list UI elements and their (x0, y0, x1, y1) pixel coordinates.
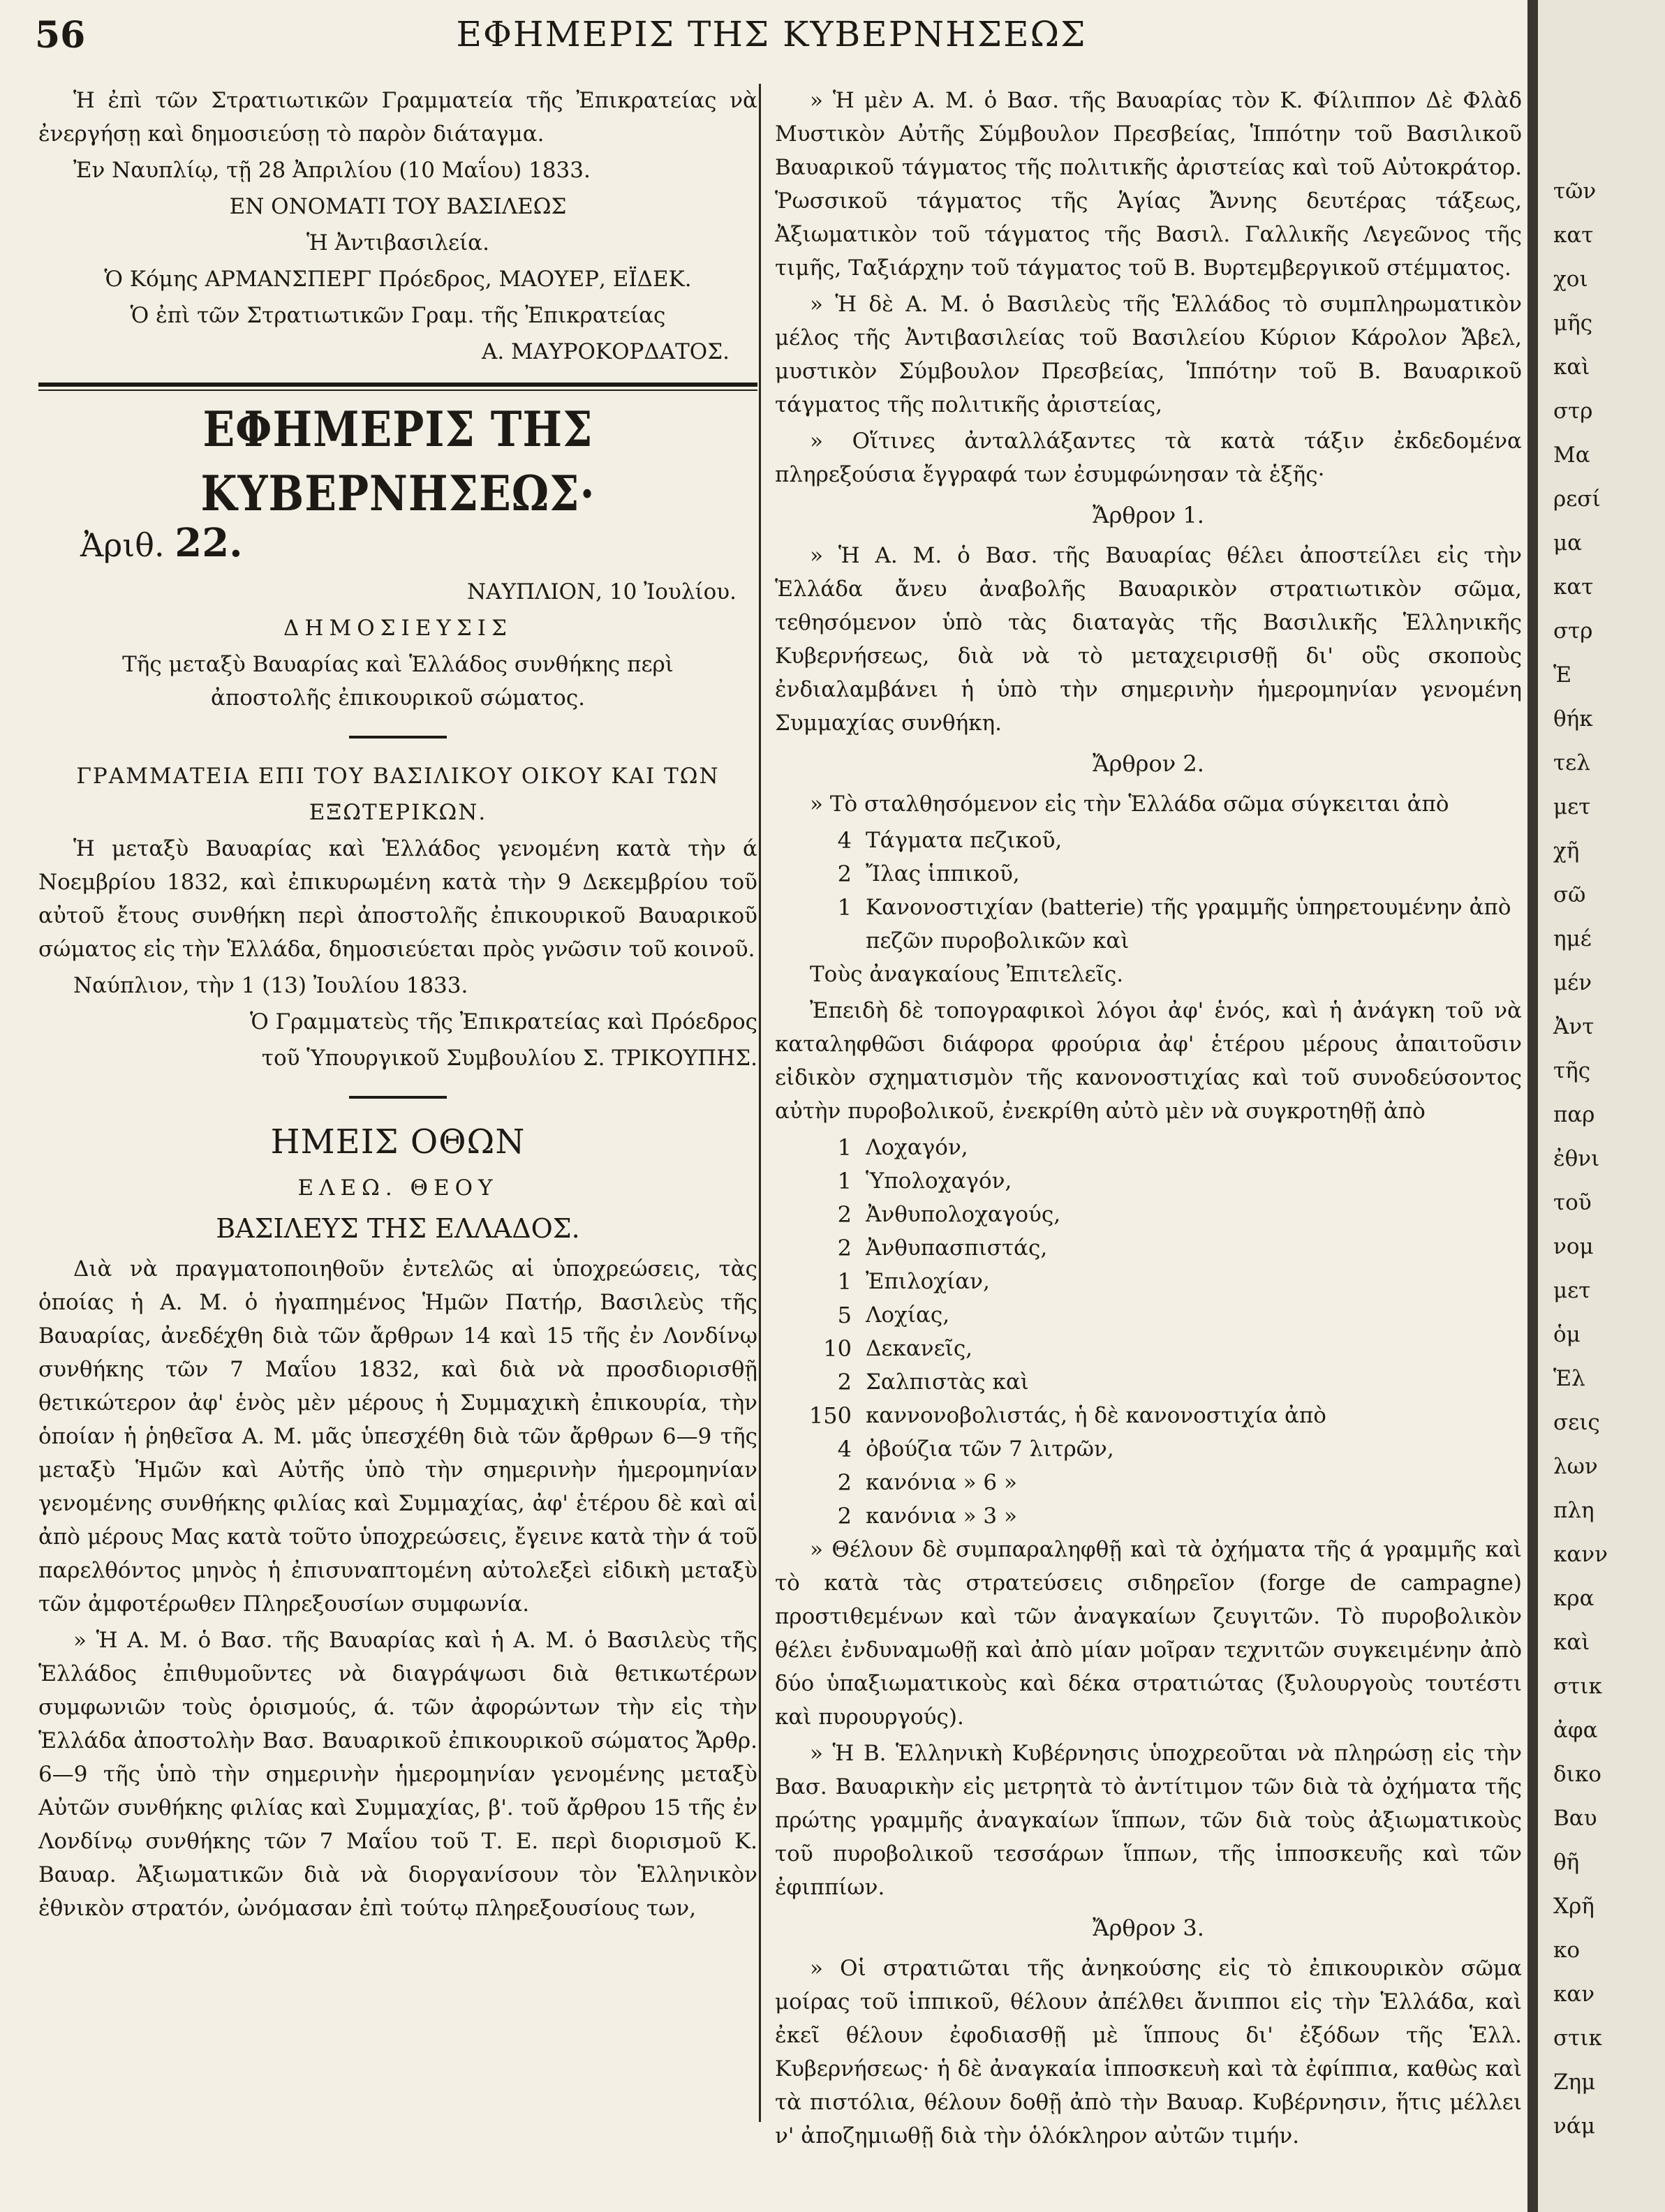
prev-decree-minister-name: Α. ΜΑΥΡΟΚΟΡΔΑΤΟΣ. (481, 339, 730, 364)
ministry-heading-1: ΓΡΑΜΜΑΤΕΙΑ ΕΠΙ ΤΟΥ ΒΑΣΙΛΙΚΟΥ ΟΙΚΟΥ ΚΑΙ ΤΩΝ (76, 764, 720, 789)
right-column (775, 84, 1522, 2155)
next-page-fragment: κρα (1553, 1586, 1594, 1611)
prev-decree-minister-title: Ὁ ἐπὶ τῶν Στρατιωτικῶν Γραμ. τῆς Ἐπικρατείας (130, 303, 666, 328)
next-page-fragment: μέν (1553, 970, 1592, 995)
next-page-fragment: ἀφα (1553, 1718, 1598, 1743)
next-page-fragment: κατ (1553, 223, 1594, 248)
ministry-heading-2: ΕΞΩΤΕΡΙΚΩΝ. (309, 800, 487, 825)
next-page-fragment: κανν (1553, 1542, 1608, 1567)
next-page-fragment: πλη (1553, 1498, 1594, 1523)
running-title: ΕΦΗΜΕΡΙΣ ΤΗΣ ΚΥΒΕΡΝΗΣΕΩΣ (456, 14, 1087, 54)
announcement-title: ΔΗΜΟΣΙΕΥΣΙΣ (283, 616, 512, 641)
article-3-heading: Ἄρθρον 3. (1093, 1915, 1204, 1941)
next-page-fragment: καὶ (1553, 1630, 1590, 1655)
issue-number (80, 520, 243, 566)
next-page-fragment: στρ (1553, 618, 1593, 644)
plenipotentiary-bavaria: » Ἡ μὲν Α. Μ. ὁ Βασ. τῆς Βαυαρίας τὸν Κ. Φίλιππον Δὲ Φλὰδ Μυστικὸν Αὐτῆς Σύμβουλον Πρεσβείας, Ἱππότην τοῦ Βασιλικοῦ Βαυαρικοῦ τάγματος τῆς πολιτικῆς ἀριστείας καὶ τοῦ Αὐτοκράτορ. Ῥωσσικοῦ τάγματος τῆς Ἁγίας Ἄννης δευτέρας τάξεως, Ἀξιωματικὸν τοῦ τάγματος τῆς Βασιλ. Γαλλικῆς Λεγεῶνος τῆς τιμῆς, Ταξιάρχην τοῦ τάγματος τοῦ Β. Βυρτεμβεργικοῦ στέμματος. (775, 88, 1522, 281)
next-page-fragment: κο (1553, 1938, 1581, 1963)
ministry-place-date: Ναύπλιον, τὴν 1 (13) Ἰουλίου 1833. (73, 973, 468, 998)
page-number: 56 (35, 14, 86, 57)
decree-grace: ΕΛΕΩ. ΘΕΟΥ (297, 1175, 498, 1201)
article-2-intro: » Τὸ σταλθησόμενον εἰς τὴν Ἑλλάδα σῶμα σύγκειται ἀπὸ (810, 792, 1449, 817)
prev-decree-text: Ἡ ἐπὶ τῶν Στρατιωτικῶν Γραμματεία τῆς Ἐπικρατείας νὰ ἐνεργήσῃ καὶ δημοσιεύσῃ τὸ παρὸν διάταγμα. (38, 88, 757, 147)
list-item: 2 κανόνια » 3 » (837, 1503, 1017, 1529)
next-page-edge (1538, 0, 1665, 2212)
list-item: 1 Λοχαγόν, (837, 1134, 968, 1161)
prev-decree-formula: ΕΝ ΟΝΟΜΑΤΙ ΤΟΥ ΒΑΣΙΛΕΩΣ (229, 194, 567, 219)
corps-list (775, 824, 1522, 958)
next-page-fragment: τῆς (1553, 1058, 1591, 1083)
agreement-intro: » Οἵτινες ἀνταλλάξαντες τὰ κατὰ τάξιν ἐκδεδομένα πληρεξούσια ἔγγραφά των ἐσυμφώνησαν τὰ ἑξῆς· (775, 429, 1522, 487)
article-1-text: » Ἡ Α. Μ. ὁ Βασ. τῆς Βαυαρίας θέλει ἀποστείλει εἰς τὴν Ἑλλάδα ἄνευ ἀναβολῆς Βαυαρικὸν στρατιωτικὸν σῶμα, τεθησόμενον ὑπὸ τὰς διαταγὰς τῆς Βασιλικῆς Ἑλληνικῆς Κυβερνήσεως, διὰ νὰ τὸ μεταχειρισθῇ δι' οὓς σκοποὺς ἐνδιαλαμβάνει ἡ ὑπὸ τὴν σημερινὴν ἡμερομηνίαν γενομένη Συμμαχίας συνθήκη. (775, 543, 1522, 736)
article-2-heading: Ἄρθρον 2. (1093, 750, 1204, 777)
next-page-fragment: μετ (1553, 794, 1591, 819)
prev-decree-date: Ἐν Ναυπλίῳ, τῇ 28 Ἀπριλίου (10 Μαΐου) 1833. (73, 158, 591, 183)
list-item: 2 Ἀνθυπολοχαγούς, (837, 1201, 1061, 1228)
next-page-fragment: στικ (1553, 1674, 1602, 1699)
next-page-fragment: τοῦ (1553, 1190, 1592, 1215)
decree-paragraph-2: » Ἡ Α. Μ. ὁ Βασ. τῆς Βαυαρίας καὶ ἡ Α. Μ. ὁ Βασιλεὺς τῆς Ἑλλάδος ἐπιθυμοῦντες νὰ διαγράψωσι διὰ θετικωτέρων συμφωνιῶν τοὺς ὁρισμούς, ά. τῶν ἀφορώντων τὴν εἰς τὴν Ἑλλάδα ἀποστολὴν Βασ. Βαυαρικοῦ ἐπικουρικοῦ σώματος Ἄρθρ. 6—9 τῆς ὑπὸ τὴν σημερινὴν ἡμερομηνίαν γενομένης μεταξὺ Αὐτῶν συνθήκης φιλίας καὶ Συμμαχίας, β'. τοῦ ἄρθρου 15 τῆς ἐν Λονδίνῳ συνθήκης τῶν 7 Μαΐου τοῦ Τ. Ε. περὶ διορισμοῦ Κ. Βαυαρ. Ἀξιωματικῶν διὰ νὰ διοργανίσουν τὸν Ἑλληνικὸν ἐθνικὸν στρατόν, ὠνόμασαν ἐπὶ τούτῳ πληρεξουσίους των, (38, 1628, 757, 1921)
list-item: 10 Δεκανεῖς, (823, 1335, 973, 1362)
decree-title: ΗΜΕΙΣ ΟΘΩΝ (270, 1122, 526, 1161)
next-page-fragment: θῆ (1553, 1850, 1580, 1875)
next-page-fragment: παρ (1553, 1102, 1595, 1127)
next-page-fragment: Ἑλ (1553, 1366, 1585, 1391)
issue-label: Ἀριθ. (80, 526, 165, 564)
next-page-fragment: ημέ (1553, 926, 1592, 951)
staff-line: Τοὺς ἀναγκαίους Ἐπιτελεῖς. (810, 962, 1124, 987)
article-1-heading: Ἄρθρον 1. (1093, 502, 1204, 528)
ministry-signature-1: Ὁ Γραμματεὺς τῆς Ἐπικρατείας καὶ Πρόεδρος (250, 1009, 757, 1034)
list-item: 1 Κανονοστιχίαν (batterie) τῆς γραμμῆς ὑπηρετουμένην ἀπὸ πεζῶν πυροβολικῶν καὶ (837, 894, 1511, 953)
next-page-fragment: σῶ (1553, 882, 1586, 907)
article-3-text: » Οἱ στρατιῶται τῆς ἀνηκούσης εἰς τὸ ἐπικουρικὸν σῶμα μοίρας τοῦ ἱππικοῦ, θέλουν ἀπέλθει ἄνιπποι εἰς τὴν Ἑλλάδα, καὶ ἐκεῖ θέλουν ἐφοδιασθῇ μὲ ἵππους δι' ἐξόδων τῆς Ἑλλ. Κυβερνήσεως· ἡ δὲ ἀναγκαία ἱπποσκευὴ καὶ τὰ ἐφίππια, καθὼς καὶ τὰ πιστόλια, θέλουν δοθῇ ἀπὸ τὴν Βαυαρ. Κυβέρνησιν, ἥτις μέλλει ν' ἀποζημιωθῇ διὰ τὴν ὁλόκληρον αὐτῶν τιμήν. (775, 1956, 1522, 2148)
list-item: 5 Λοχίας, (837, 1302, 950, 1328)
list-item: 1 Ἐπιλοχίαν, (837, 1268, 990, 1295)
next-page-fragment: καὶ (1553, 355, 1590, 380)
decree-paragraph-1: Διὰ νὰ πραγματοποιηθοῦν ἐντελῶς αἱ ὑποχρεώσεις, τὰς ὁποίας ἡ Α. Μ. ὁ ἠγαπημένος Ἡμῶν Πατήρ, Βασιλεὺς τῆς Βαυαρίας, ἀνεδέχθη διὰ τῶν ἄρθρων 14 καὶ 15 τῆς ἐν Λονδίνῳ συνθήκης τῶν 7 Μαΐου 1832, καὶ διὰ νὰ προσδιορισθῇ θετικώτερον ἀφ' ἑνὸς μὲν μέρους ἡ Συμμαχικὴ ἐπικουρία, τὴν ὁποίαν ἡ ῥηθεῖσα Α. Μ. μᾶς ὑπεσχέθη διὰ τῶν ἄρθρων 6—9 τῆς μεταξὺ Ἡμῶν καὶ Αὐτῆς ὑπὸ τὴν σημερινὴν ἡμερομηνίαν γενομένης συνθήκης φιλίας καὶ Συμμαχίας, ἀφ' ἑτέρου δὲ καὶ αἱ ἀπὸ μέρους Μας κατὰ τοῦτο ὑποχρεώσεις, ἔγεινε κατὰ τὴν ά τοῦ παρελθόντος μηνὸς ἡ ἐπισυναπτομένη αὐτολεξεὶ εἰδικὴ μεταξὺ τῶν ἀμφοτέρωθεν Πληρεξουσίων συμφωνία. (38, 1256, 757, 1617)
next-page-fragment: τῶν (1553, 179, 1597, 204)
next-page-fragment: τελ (1553, 750, 1590, 775)
next-page-fragment: Μα (1553, 443, 1590, 468)
next-page-fragment: σεις (1553, 1410, 1600, 1435)
next-page-fragment: στρ (1553, 399, 1593, 424)
prev-decree-signatories: Ὁ Κόμης ΑΡΜΑΝΣΠΕΡΓ Πρόεδρος, ΜΑΟΥΕΡ, ΕΪΔΕΚ. (104, 267, 692, 292)
article-2-paragraph-2: Ἐπειδὴ δὲ τοπογραφικοὶ λόγοι ἀφ' ἑνός, καὶ ἡ ἀνάγκη τοῦ νὰ καταληφθῶσι διάφορα φρούρια ἀφ' ἑτέρου μέρους ἀπαιτοῦσιν εἰδικὸν σχηματισμὸν τῆς κανονοστιχίας καὶ τοῦ συνοδεύσοντος αὐτὴν πυροβολικοῦ, ἐνεκρίθη αὐτὸ μὲν νὰ συγκροτηθῇ ἀπὸ (775, 998, 1522, 1124)
page-gutter (1527, 0, 1538, 2212)
next-page-fragment: νομ (1553, 1234, 1594, 1259)
list-item: 1 Ὑπολοχαγόν, (837, 1168, 1012, 1194)
short-rule (349, 1096, 447, 1099)
list-item: 150 καννονοβολιστάς, ἡ δὲ κανονοστιχία ἀπὸ (808, 1402, 1326, 1429)
next-page-fragment: στικ (1553, 2026, 1602, 2051)
battery-list (775, 1131, 1522, 1533)
next-page-fragment: μῆς (1553, 311, 1593, 336)
next-page-fragment: μετ (1553, 1278, 1591, 1303)
next-page-fragment: θήκ (1553, 706, 1593, 732)
issue-line (38, 520, 757, 575)
next-page-fragment: ρεσί (1553, 487, 1601, 512)
next-page-fragment: νάμ (1553, 2114, 1595, 2139)
short-rule (349, 736, 447, 738)
next-page-fragment: δικο (1553, 1762, 1601, 1787)
article-2-paragraph-3: » Θέλουν δὲ συμπαραληφθῇ καὶ τὰ ὀχήματα τῆς ά γραμμῆς καὶ τὸ κατὰ τὰς στρατεύσεις σιδηρεῖον (forge de campagne) προστιθεμένων καὶ τῶν ἀναγκαίων ζευγιτῶν. Τὸ πυροβολικὸν θέλει ἐνδυναμωθῇ καὶ ἀπὸ μίαν μοῖραν τεχνιτῶν συγκειμένην ἀπὸ δύο ὑπαξιωματικοὺς καὶ δέκα στρατιώτας (ξυλουργοὺς τουτέστι καὶ πυρουργούς). (775, 1537, 1522, 1730)
next-page-fragment: λων (1553, 1454, 1598, 1479)
next-page-fragment: Ἑ (1553, 662, 1572, 688)
next-page-fragment: Βαυ (1553, 1806, 1597, 1831)
ministry-signature-2: τοῦ Ὑπουργικοῦ Συμβουλίου Σ. ΤΡΙΚΟΥΠΗΣ. (261, 1046, 757, 1071)
next-page-fragment: Ἀντ (1553, 1014, 1594, 1039)
next-page-fragment: κατ (1553, 574, 1594, 600)
ministry-body: Ἡ μεταξὺ Βαυαρίας καὶ Ἑλλάδος γενομένη κατὰ τὴν ά Νοεμβρίου 1832, καὶ ἐπικυρωμένη κατὰ τὴν 9 Δεκεμβρίου τοῦ αὐτοῦ ἔτους συνθήκη περὶ ἀποστολῆς ἐπικουρικοῦ Βαυαρικοῦ σώματος εἰς τὴν Ἑλλάδα, δημοσιεύεται πρὸς γνῶσιν τοῦ κοινοῦ. (38, 836, 757, 962)
article-2-paragraph-4: » Ἡ Β. Ἑλληνικὴ Κυβέρνησις ὑποχρεοῦται νὰ πληρώσῃ εἰς τὴν Βασ. Βαυαρικὴν εἰς μετρητὰ τὸ ἀντίτιμον τῶν διὰ τὰ ὀχήματα τῆς πρώτης γραμμῆς ἀναγκαίων ἵππων, τῶν διὰ τοὺς ἀξιωματικοὺς τοῦ πυροβολικοῦ τεσσάρων ἵππων, τῆς ἱπποσκευῆς καὶ τῶν ἐφιππίων. (775, 1741, 1522, 1900)
list-item: 4 Τάγματα πεζικοῦ, (837, 827, 1063, 854)
list-item: 2 Ἀνθυπασπιστάς, (837, 1235, 1048, 1261)
masthead: ΕΦΗΜΕΡΙΣ ΤΗΣ ΚΥΒΕΡΝΗΣΕΩΣ· (200, 401, 595, 523)
decree-king: ΒΑΣΙΛΕΥΣ ΤΗΣ ΕΛΛΑΔΟΣ. (216, 1213, 580, 1244)
next-page-fragment: καν (1553, 1982, 1595, 2007)
list-item: 2 κανόνια » 6 » (837, 1469, 1017, 1496)
next-page-fragment: ὁμ (1553, 1322, 1581, 1347)
next-page-fragment: ἐθνι (1553, 1146, 1600, 1171)
plenipotentiary-greece: » Ἡ δὲ Α. Μ. ὁ Βασιλεὺς τῆς Ἑλλάδος τὸ συμπληρωματικὸν μέλος τῆς Ἀντιβασιλείας τοῦ Βασιλείου Κύριον Κάρολον Ἄβελ, μυστικὸν Σύμβουλον Πρεσβείας, Ἱππότην τοῦ Β. Βαυαρικοῦ τάγματος τῆς πολιτικῆς ἀριστείας, (775, 292, 1522, 417)
next-page-fragment: μα (1553, 530, 1583, 556)
next-page-fragment: Ζημ (1553, 2070, 1596, 2095)
list-item: 2 Ἴλας ἱππικοῦ, (837, 861, 1020, 887)
next-page-fragment: χῆ (1553, 838, 1580, 863)
section-divider (38, 383, 757, 391)
next-page-fragment: Χρῆ (1553, 1894, 1594, 1919)
issue-value: 22. (175, 520, 243, 566)
next-page-fragment: χοι (1553, 267, 1588, 292)
page-header (28, 8, 1515, 64)
list-item: 2 Σαλπιστὰς καὶ (837, 1369, 1029, 1395)
prev-decree-regency: Ἡ Ἀντιβασιλεία. (306, 230, 489, 255)
left-column (38, 84, 757, 1928)
announcement-subtitle: Τῆς μεταξὺ Βαυαρίας καὶ Ἑλλάδος συνθήκης περὶ ἀποστολῆς ἐπικουρικοῦ σώματος. (122, 652, 674, 711)
column-rule (759, 84, 761, 2122)
list-item: 4 ὀβούζια τῶν 7 λιτρῶν, (837, 1436, 1114, 1462)
dateline: ΝΑΥΠΛΙΟΝ, 10 Ἰουλίου. (466, 579, 737, 604)
